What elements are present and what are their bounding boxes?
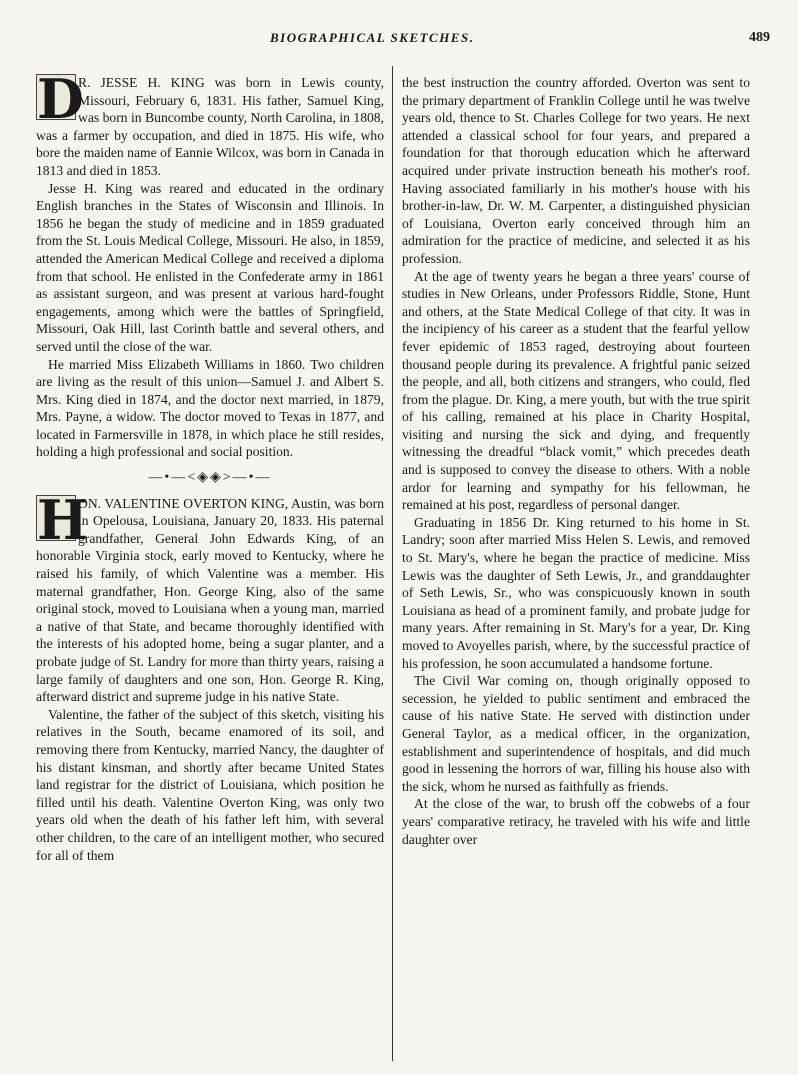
right-column: [402, 74, 750, 848]
running-head: BIOGRAPHICAL SKETCHES.: [270, 30, 475, 45]
paragraph: At the age of twenty years he began a three years' course of studies in New Orleans, under Professors Riddle, Stone, Hunt and others, at the State Medical College of that city. It was in the incipiency of his career as a student that the fearful yellow fever epidemic of 1853 raged, destroying about fourteen thousand people during its prevalence. A frightful panic seized the people, and all, both citizens and strangers, who could, fled from the plague. Dr. King, a mere youth, but with the true spirit of his calling, remained at his place in Charity Hospital, visiting and nursing the sick and dying, and frequently witnessing the dreadful “black vomit,” which precedes death and is supposed to convey the disease to others. With a noble ardor for learning and sympathy for his fellowman, he remained at his post, regardless of personal danger.: [402, 268, 750, 513]
paragraph: Graduating in 1856 Dr. King returned to his home in St. Landry; soon after married Miss Helen S. Lewis, and removed to St. Mary's, where he began the practice of medicine. Miss Lewis was the daughter of Seth Lewis, Jr., and granddaughter of Seth Lewis, Sr., who was conspicuously known in south Louisiana as head of a prominent family, and probate judge for many years. After remaining in St. Mary's for a year, Dr. King moved to Avoyelles parish, where, by the successful practice of his profession, he soon accumulated a handsome fortune.: [402, 514, 750, 671]
section-ornament: —•—<◈◈>—•—: [148, 470, 272, 486]
paragraph: At the close of the war, to brush off the cobwebs of a four years' comparative retiracy, he traveled with his wife and little daughter over: [402, 796, 750, 847]
paragraph-text: R. JESSE H. KING was born in Lewis county, Missouri, February 6, 1831. His father, Samuel King, was born in Buncombe county, North Carolina, in 1808, was a farmer by occupation, and died in 1875. His wife, who bore the maiden name of Eannie Wilcox, was born in Canada in 1813 and died in 1853.: [36, 75, 384, 178]
page-header: [0, 30, 798, 52]
paragraph-text: ON. VALENTINE OVERTON KING, Austin, was born in Opelousa, Louisiana, January 20, 1833. His paternal grandfather, General John Edwards King, of an honorable Virginia stock, early moved to Kentucky, where he raised his family, of which Valentine was a member. His maternal grandfather, Hon. George King, also of the same original stock, moved to Louisiana when a young man, married a native of that State, and became thoroughly identified with the interests of his adopted home, being a sugar planter, and a probate judge of St. Landry for more than thirty years, raising a large family of daughters and one son, Hon. George R. King, afterward district and supreme judge in his native State.: [36, 495, 384, 705]
paragraph: He married Miss Elizabeth Williams in 1860. Two children are living as the result of this union—Samuel J. and Albert S. Mrs. King died in 1874, and the doctor next married, in 1879, Mrs. Payne, a widow. The doctor moved to Texas in 1877, and located in Farmersville in 1878, in which place he still resides, holding a high professional and social position.: [36, 356, 384, 460]
sketch-valentine-king: [36, 487, 384, 864]
paragraph: Jesse H. King was reared and educated in the ordinary English branches in the States of Wisconsin and Illinois. In 1856 he began the study of medicine and in 1859 graduated from the St. Louis Medical College, Missouri. He also, in 1859, attended the American Medical College and received a diploma from that school. He enlisted in the Confederate army in 1861 as assistant surgeon, and was present at various hard-fought engagements, among which were the battles of Springfield, Missouri, Oak Hill, last Corinth battle and several others, and served until the close of the war.: [36, 180, 384, 354]
dropcap-letter: H: [37, 487, 89, 552]
paragraph: [36, 67, 384, 180]
left-column: [36, 67, 384, 864]
dropcap-letter: D: [37, 67, 84, 131]
paragraph: Valentine, the father of the subject of this sketch, visiting his relatives in the South, became enamored of its soil, and removing there from Kentucky, married Nancy, the daughter of his distant kinsman, and shortly after became United States land registrar for the district of Louisiana, which position he filled until his death. Valentine Overton King, was only two years old when the death of his father left him, with several other children, to the care of an intelligent mother, who secured for all of them: [36, 706, 384, 863]
paragraph: The Civil War coming on, though originally opposed to secession, he yielded to public sentiment and embraced the cause of his native State. He served with distinction under General Taylor, as a medical officer, in the organization, establishment and superintendence of hospitals, and did much good in lessening the horrors of war, filling his house also with the sick, whom he nursed as faithfully as friends.: [402, 673, 750, 794]
paragraph: [36, 487, 384, 706]
column-divider: [392, 66, 393, 1061]
paragraph: the best instruction the country afforded. Overton was sent to the primary department of Franklin College until he was twelve years old, thence to St. Charles College for two years. He next attended a classical school for four years, and prepared a foundation for that thorough education which he afterward acquired under private instruction beneath his mother's roof. Having associated familiarly in his mother's house with his brother-in-law, Dr. W. M. Carpenter, a distinguished physician of Louisiana, Overton early conceived through him an admiration for the practice of medicine, and selected it as his profession.: [402, 75, 750, 266]
page-number: 489: [749, 30, 770, 45]
sketch-jesse-king: [36, 67, 384, 461]
